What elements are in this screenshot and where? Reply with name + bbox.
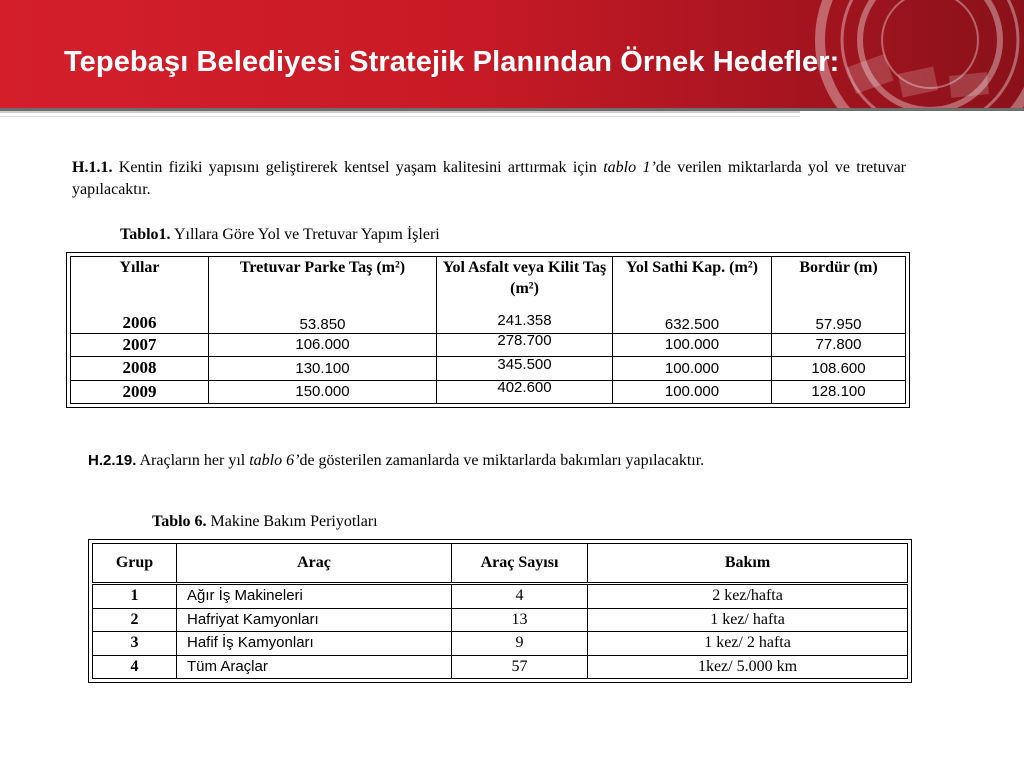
table-caption-label: Tablo 6. [152,513,207,530]
count-cell: 4 [452,584,588,609]
goal-code: H.1.1. [72,159,113,176]
value-cell: 100.000 [613,333,772,357]
value-cell: 77.800 [772,333,906,357]
value-cell: 100.000 [613,380,772,404]
group-cell: 1 [93,584,177,609]
value-cell [437,380,613,404]
maintenance-cell: 1 kez/ hafta [588,608,908,631]
column-header: Araç [177,544,452,584]
count-cell: 13 [452,608,588,631]
header-banner [0,0,1024,108]
table-caption-text: Yıllara Göre Yol ve Tretuvar Yapım İşleri [170,226,440,243]
table-caption [152,513,378,531]
column-header: Araç Sayısı [452,544,588,584]
value-text: 345.500 [497,355,552,373]
vehicle-cell: Hafriyat Kamyonları [177,608,452,631]
value-text: 402.600 [497,379,552,397]
page-title: Tepebaşı Belediyesi Stratejik Planından Örnek Hedefler: [64,46,840,78]
goal-text: Kentin fiziki yapısını geliştirerek kentsel yaşam kalitesini arttırmak için [112,159,604,176]
count-cell: 9 [452,632,588,655]
maintenance-table [88,539,912,683]
table-caption [120,226,440,244]
goal-paragraph-h219 [88,450,911,472]
vehicle-cell: Ağır İş Makineleri [177,584,452,609]
table-row [93,655,908,678]
table-row [71,380,906,404]
year-cell: 2008 [71,357,209,381]
value-cell [437,357,613,381]
goal-text: de gösterilen zamanlarda ve miktarlarda bakımları yapılacaktır. [299,452,705,469]
group-cell: 3 [93,632,177,655]
column-header: Tretuvar Parke Taş (m²) [209,257,437,313]
road-works-table [66,252,910,408]
value-cell: 100.000 [613,357,772,381]
table-caption-text: Makine Bakım Periyotları [206,513,378,530]
group-cell: 4 [93,655,177,678]
column-header: Yol Asfalt veya Kilit Taş (m²) [437,257,613,313]
table-row [93,632,908,655]
year-cell: 2009 [71,380,209,404]
maintenance-cell: 1 kez/ 2 hafta [588,632,908,655]
goal-text: Araçların her yıl [136,452,250,469]
value-cell [437,313,613,334]
maintenance-cell: 1kez/ 5.000 km [588,655,908,678]
value-cell [437,333,613,357]
value-cell: 108.600 [772,357,906,381]
group-cell: 2 [93,608,177,631]
count-cell: 57 [452,655,588,678]
column-header: Yol Sathi Kap. (m²) [613,257,772,313]
table-caption-label: Tablo1. [120,226,171,243]
column-header: Yıllar [71,257,209,313]
vehicle-cell: Tüm Araçlar [177,655,452,678]
value-cell: 106.000 [209,333,437,357]
column-header: Bordür (m) [772,257,906,313]
header-divider-light [0,111,800,113]
vehicle-cell: Hafif İş Kamyonları [177,632,452,655]
goal-code: H.2.19. [88,452,137,469]
value-cell: 57.950 [772,313,906,334]
value-cell: 53.850 [209,313,437,334]
goal-table-ref: tablo 1’ [603,159,656,176]
table-row [93,584,908,609]
value-cell: 130.100 [209,357,437,381]
year-cell: 2006 [71,313,209,334]
table-row [71,313,906,334]
value-cell: 128.100 [772,380,906,404]
column-header: Grup [93,544,177,584]
table-row [93,608,908,631]
goal-paragraph-h11 [72,157,906,201]
maintenance-cell: 2 kez/hafta [588,584,908,609]
header-divider-thin [0,116,800,117]
goal-text: de verilen miktarlarda yol ve tretuvar yapılacaktır. [72,159,907,198]
table-row [71,357,906,381]
table-row [71,333,906,357]
goal-table-ref: tablo 6’ [249,452,300,469]
year-cell: 2007 [71,333,209,357]
value-cell: 150.000 [209,380,437,404]
value-text: 278.700 [497,332,552,350]
column-header: Bakım [588,544,908,584]
value-text: 241.358 [497,311,552,329]
value-cell: 632.500 [613,313,772,334]
